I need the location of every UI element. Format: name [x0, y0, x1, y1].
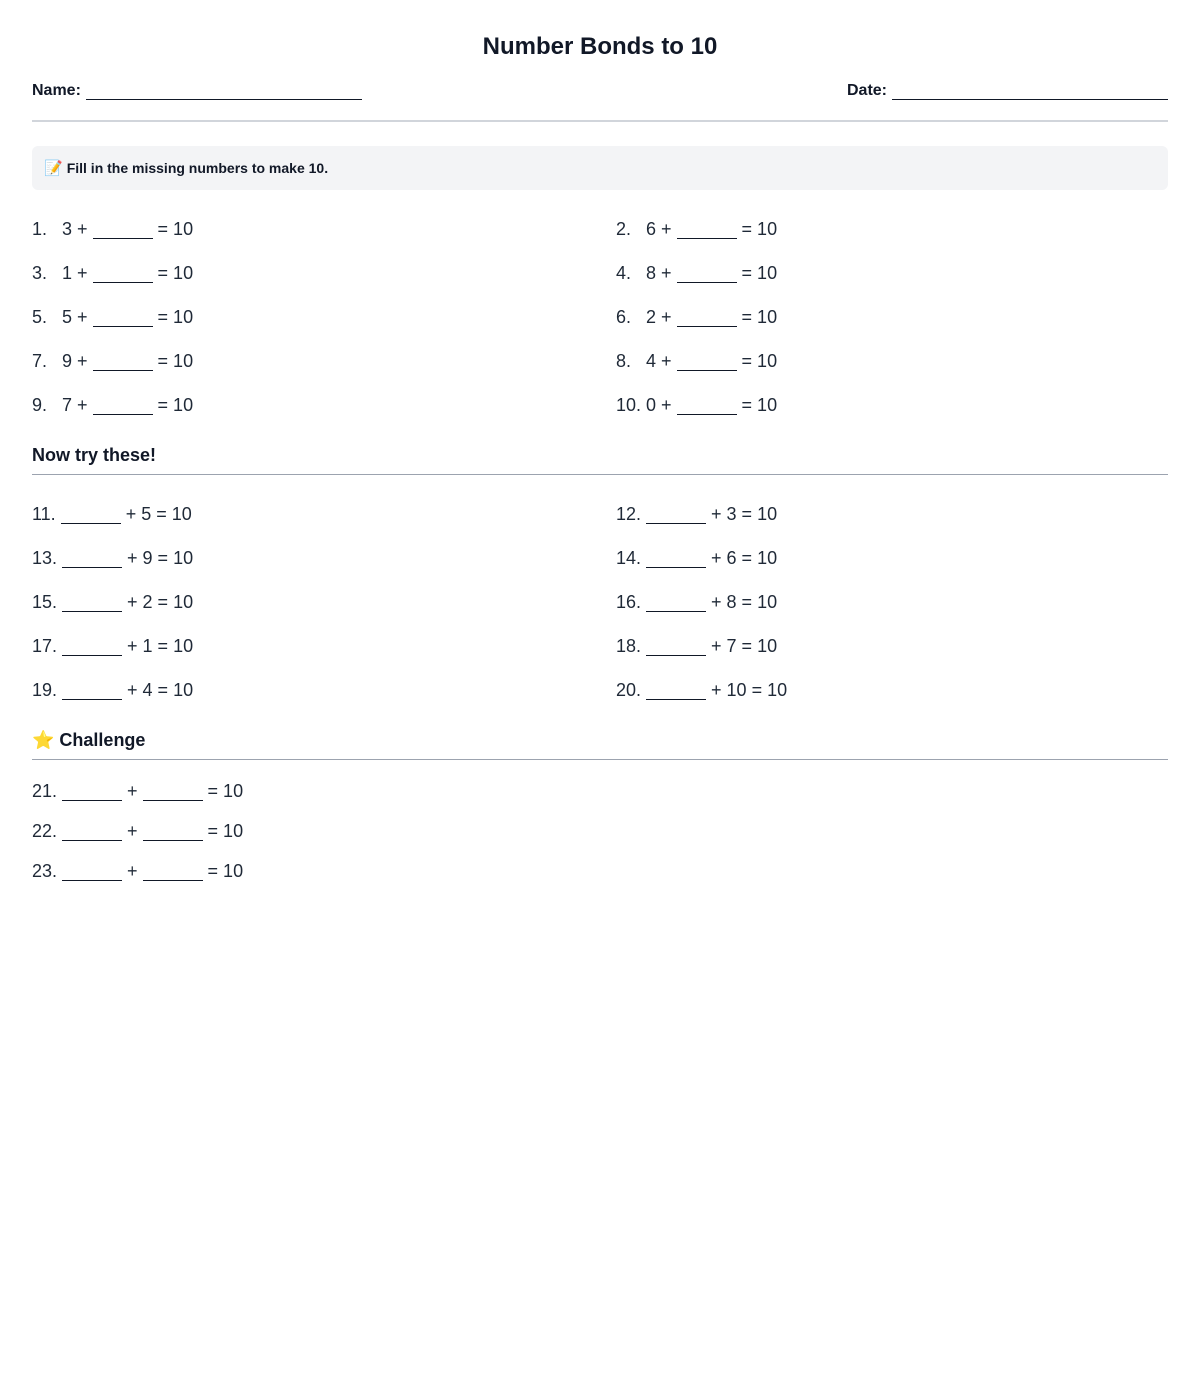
equals-result: = 10: [741, 351, 778, 371]
problem-number: 12.: [616, 504, 642, 524]
name-field: [32, 82, 362, 100]
problem-4: [616, 260, 777, 284]
problem-5: [32, 304, 193, 328]
problem-number: 13.: [32, 548, 58, 568]
problem-number: 9.: [32, 395, 48, 415]
equals-result: = 10: [207, 861, 244, 881]
problem-12: [616, 501, 777, 525]
equation-rest: + 1 = 10: [127, 636, 194, 656]
answer-blank[interactable]: [93, 263, 153, 283]
problem-number: 1.: [32, 219, 48, 239]
date-blank-line[interactable]: [892, 83, 1168, 100]
problem-13: [32, 545, 193, 569]
problem-number: 10.: [616, 395, 642, 415]
equals-result: = 10: [741, 219, 778, 239]
addend: 6: [646, 219, 657, 239]
operator: +: [127, 861, 138, 881]
answer-blank[interactable]: [677, 395, 737, 415]
problem-number: 11.: [32, 504, 56, 524]
section-heading-text: Now try these!: [32, 445, 157, 465]
equation-rest: + 7 = 10: [711, 636, 778, 656]
section-heading-now-try: [32, 445, 156, 466]
answer-blank[interactable]: [62, 548, 122, 568]
problem-number: 20.: [616, 680, 642, 700]
problem-number: 21.: [32, 781, 58, 801]
answer-blank-second[interactable]: [143, 861, 203, 881]
problem-number: 4.: [616, 263, 632, 283]
date-field: [847, 82, 1168, 100]
answer-blank[interactable]: [677, 307, 737, 327]
problem-1: [32, 216, 193, 240]
equation-rest: + 5 = 10: [125, 504, 192, 524]
section-heading-challenge: [32, 730, 145, 751]
problem-number: 6.: [616, 307, 632, 327]
problem-3: [32, 260, 193, 284]
operator: +: [661, 351, 672, 371]
problem-number: 18.: [616, 636, 642, 656]
problem-6: [616, 304, 777, 328]
answer-blank-first[interactable]: [62, 781, 122, 801]
equation-rest: + 6 = 10: [711, 548, 778, 568]
problem-14: [616, 545, 777, 569]
problem-number: 17.: [32, 636, 58, 656]
operator: +: [661, 307, 672, 327]
equation-rest: + 8 = 10: [711, 592, 778, 612]
problem-18: [616, 633, 777, 657]
problem-number: 5.: [32, 307, 48, 327]
operator: +: [661, 263, 672, 283]
equals-result: = 10: [207, 781, 244, 801]
memo-icon: 📝: [44, 160, 63, 177]
answer-blank[interactable]: [646, 504, 706, 524]
page-title: Number Bonds to 10: [482, 33, 718, 60]
problem-10: [616, 392, 777, 416]
star-icon: ⭐: [32, 730, 55, 750]
operator: +: [127, 781, 138, 801]
problem-number: 14.: [616, 548, 642, 568]
addend: 5: [62, 307, 73, 327]
equals-result: = 10: [157, 219, 194, 239]
equals-result: = 10: [741, 395, 778, 415]
equals-result: = 10: [741, 307, 778, 327]
addend: 2: [646, 307, 657, 327]
problem-number: 22.: [32, 821, 58, 841]
answer-blank[interactable]: [646, 636, 706, 656]
answer-blank[interactable]: [93, 219, 153, 239]
problem-16: [616, 589, 777, 613]
header-divider: [32, 120, 1168, 122]
answer-blank[interactable]: [62, 680, 122, 700]
problem-21: [32, 778, 243, 802]
answer-blank-first[interactable]: [62, 821, 122, 841]
problem-17: [32, 633, 193, 657]
addend: 3: [62, 219, 73, 239]
equation-rest: + 2 = 10: [127, 592, 194, 612]
student-info-row: [32, 82, 1168, 102]
problem-15: [32, 589, 193, 613]
answer-blank[interactable]: [62, 636, 122, 656]
operator: +: [127, 821, 138, 841]
answer-blank[interactable]: [93, 351, 153, 371]
problem-22: [32, 818, 243, 842]
problem-number: 23.: [32, 861, 58, 881]
equation-rest: + 3 = 10: [711, 504, 778, 524]
problem-number: 15.: [32, 592, 58, 612]
answer-blank-first[interactable]: [62, 861, 122, 881]
equals-result: = 10: [157, 307, 194, 327]
addend: 4: [646, 351, 657, 371]
operator: +: [661, 395, 672, 415]
problem-20: [616, 677, 787, 701]
equals-result: = 10: [157, 263, 194, 283]
equation-rest: + 4 = 10: [127, 680, 194, 700]
operator: +: [77, 351, 88, 371]
equals-result: = 10: [207, 821, 244, 841]
answer-blank[interactable]: [93, 307, 153, 327]
problem-9: [32, 392, 193, 416]
answer-blank[interactable]: [646, 548, 706, 568]
addend: 1: [62, 263, 73, 283]
section-divider: [32, 759, 1168, 760]
equals-result: = 10: [741, 263, 778, 283]
answer-blank[interactable]: [677, 263, 737, 283]
section-divider: [32, 474, 1168, 475]
instructions-box: [32, 146, 1168, 190]
operator: +: [661, 219, 672, 239]
answer-blank-second[interactable]: [143, 821, 203, 841]
problem-number: 16.: [616, 592, 642, 612]
addend: 7: [62, 395, 73, 415]
date-label: Date:: [846, 82, 887, 99]
problem-2: [616, 216, 777, 240]
operator: +: [77, 263, 88, 283]
section-heading-text: Challenge: [59, 730, 146, 750]
equation-rest: + 9 = 10: [127, 548, 194, 568]
answer-blank[interactable]: [61, 504, 121, 524]
answer-blank-second[interactable]: [143, 781, 203, 801]
operator: +: [77, 219, 88, 239]
equals-result: = 10: [157, 351, 194, 371]
name-blank-line[interactable]: [86, 83, 362, 100]
problem-19: [32, 677, 193, 701]
problem-7: [32, 348, 193, 372]
instructions-text: Fill in the missing numbers to make 10.: [66, 160, 329, 176]
answer-blank[interactable]: [677, 351, 737, 371]
name-label: Name:: [32, 82, 81, 99]
problem-8: [616, 348, 777, 372]
equation-rest: + 10 = 10: [711, 680, 788, 700]
operator: +: [77, 307, 88, 327]
problem-number: 2.: [616, 219, 632, 239]
problem-number: 19.: [32, 680, 58, 700]
addend: 9: [62, 351, 73, 371]
problem-number: 7.: [32, 351, 48, 371]
equals-result: = 10: [157, 395, 194, 415]
addend: 8: [646, 263, 657, 283]
problem-number: 3.: [32, 263, 48, 283]
answer-blank[interactable]: [646, 680, 706, 700]
problem-23: [32, 858, 243, 882]
answer-blank[interactable]: [677, 219, 737, 239]
problem-number: 8.: [616, 351, 632, 371]
addend: 0: [646, 395, 657, 415]
problem-11: [32, 501, 192, 525]
answer-blank[interactable]: [93, 395, 153, 415]
answer-blank[interactable]: [646, 592, 706, 612]
operator: +: [77, 395, 88, 415]
answer-blank[interactable]: [62, 592, 122, 612]
